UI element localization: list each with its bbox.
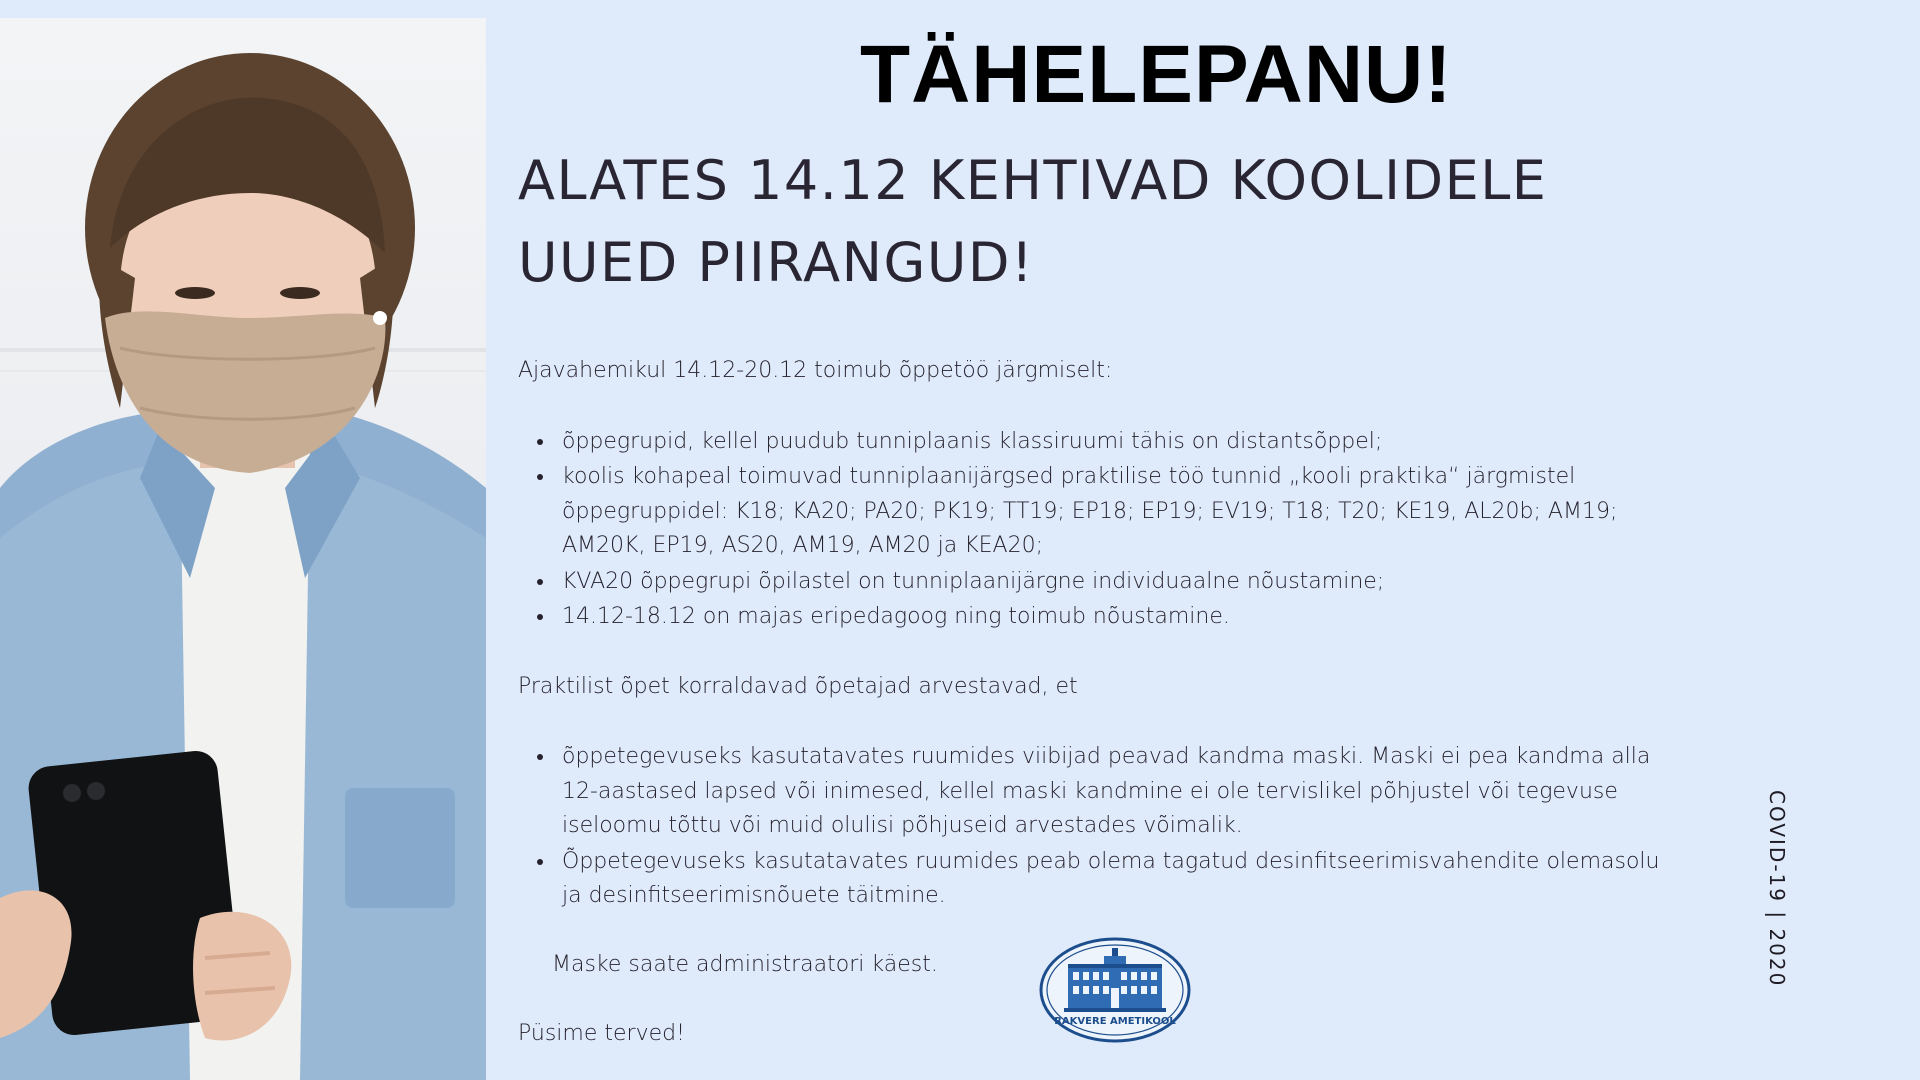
closing-text: Püsime terved!: [518, 1021, 685, 1046]
school-logo: [1038, 936, 1192, 1044]
list-item: • 14.12-18.12 on majas eripedagoog ning toimub nõustamine.: [556, 599, 1668, 635]
subheadline: ALATES 14.12 KEHTIVAD KOOLIDELE UUED PIIRANGUD!: [518, 149, 1548, 294]
photo-illustration: [0, 18, 486, 1080]
side-label: COVID-19 | 2020: [1765, 790, 1789, 988]
photo-woman-with-mask-and-phone: [0, 18, 486, 1080]
list-item: • koolis kohapeal toimuvad tunniplaanijärgsed praktilise töö tunnid „kooli praktika“ järgmistel õppegruppidel: K18; KA20; PA20; PK19; TT19; EP18; EP19; EV19; T18; T20; KE19, AL20b; AM19; AM20K, EP19, AS20, AM19, AM20 ja KEA20;: [556, 459, 1668, 564]
list-item: • KVA20 õppegrupi õpilastel on tunniplaanijärgne individuaalne nõustamine;: [556, 564, 1668, 600]
logo-text: RAKVERE AMETIKOOL: [1054, 1016, 1176, 1027]
list-item: • Õppetegevuseks kasutatavates ruumides peab olema tagatud desinfitseerimisvahendite olemasolu ja desinfitseerimisnõuete täitmine.: [556, 844, 1668, 914]
rules-list: [518, 739, 1668, 914]
practical-intro-text: Praktilist õpet korraldavad õpetajad arvestavad, et: [518, 673, 1078, 699]
schedule-list: [518, 424, 1668, 635]
list-item: • õppegrupid, kellel puudub tunniplaanis klassiruumi tähis on distantsõppel;: [556, 424, 1668, 460]
headline: TÄHELEPANU!: [860, 29, 1453, 120]
intro-text: Ajavahemikul 14.12-20.12 toimub õppetöö järgmiselt:: [518, 358, 1113, 383]
list-item: • õppetegevuseks kasutatavates ruumides viibijad peavad kandma maski. Maski ei pea kandma alla 12-aastased lapsed või inimesed, kellel maski kandmine ei ole tervislikel põhjustel või tegevuse iseloomu tõttu või muid olulisi põhjuseid arvestades võimalik.: [556, 739, 1668, 844]
masks-note: Maske saate administraatori käest.: [552, 951, 938, 977]
school-building-icon: [1038, 936, 1192, 1044]
